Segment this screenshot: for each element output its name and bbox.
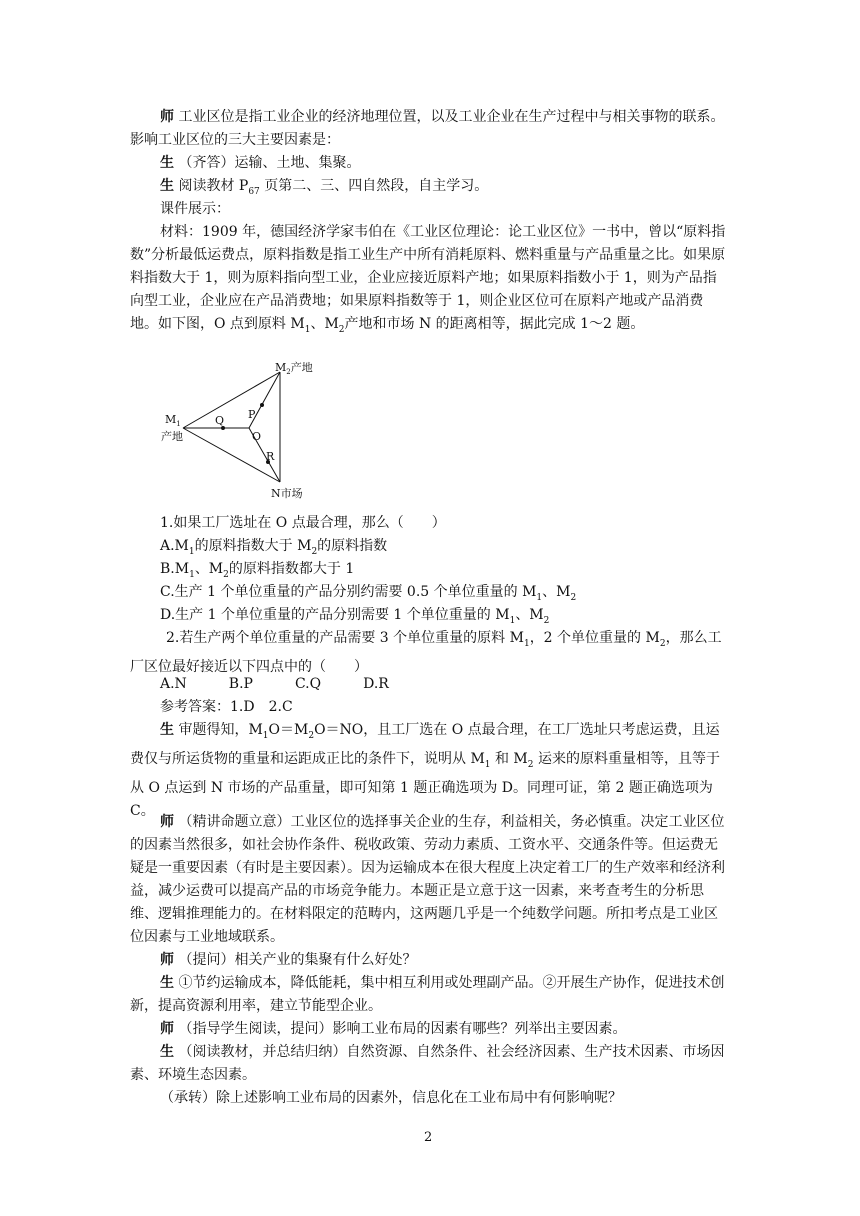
speaker-teacher: 师	[160, 109, 174, 125]
courseware-label: 课件展示：	[160, 201, 230, 217]
question-2: 2.若生产两个单位重量的产品需要 3 个单位重量的原料 $M_1$，2 个单位重量的 $M_2$，那么工厂区位最好接近以下四点中的（ ）	[130, 630, 722, 675]
question-1-option-c: C.生产 1 个单位重量的产品分别约需要 0.5 个单位重量的 $M_1$、$M_2$	[160, 584, 577, 603]
label-o: O	[252, 430, 262, 443]
speaker-teacher: 师	[160, 814, 174, 830]
speaker-teacher: 师	[160, 952, 174, 968]
question-1: 1.如果工厂选址在 O 点最合理，那么（ ）	[160, 515, 446, 531]
label-n-market: N市场	[271, 487, 303, 500]
location-triangle-diagram	[155, 358, 335, 508]
page-number: 2	[424, 1130, 433, 1145]
transition-paragraph: （承转）除上述影响工业布局的因素外，信息化在工业布局中有何影响呢？	[160, 1090, 622, 1106]
teacher-guide-paragraph: 师 （指导学生阅读，提问）影响工业布局的因素有哪些？列举出主要因素。	[160, 1021, 627, 1037]
question-1-option-b: $B.M_1$、$M_2$的原料指数都大于 1	[160, 561, 355, 580]
student-answer-paragraph: 生 （齐答）运输、土地、集聚。	[160, 155, 361, 171]
label-q: Q	[215, 414, 225, 427]
student-reading-paragraph: 生 阅读教材 $P_{67}$ 页第二、三、四自然段，自主学习。	[160, 178, 489, 197]
speaker-student: 生	[160, 975, 174, 991]
label-m1: $M_1$	[165, 413, 181, 428]
student-cluster-paragraph: 生 ①节约运输成本，降低能耗，集中相互利用或处理副产品。②开展生产协作，促进技术创新，提高资源利用率，建立节能型企业。	[130, 975, 725, 1014]
edge-m1-m2	[183, 372, 280, 428]
material-paragraph: 材料：1909 年，德国经济学家韦伯在《工业区位理论：论工业区位》一书中，曾以“原料指数”分析最低运费点，原料指数是指工业生产中所有消耗原料、燃料重量与产品重量之比。如果原料指数大于 1，则为原料指向型工业，企业应接近原料产地；如果原料指数小于 1，则为产品指向型工业，企业应在产品消费地；如果原料指数等于 1，则企业区位可在原料产地或产品消费地。如下图，O 点到原料 $M_1$、$M_2$产地和市场 N 的距离相等，据此完成 1～2 题。	[130, 224, 726, 335]
speaker-teacher: 师	[160, 1021, 174, 1037]
teacher-question-paragraph: 师 （提问）相关产业的集聚有什么好处？	[160, 952, 417, 968]
student-factors-paragraph: 生 （阅读教材，并总结归纳）自然资源、自然条件、社会经济因素、生产技术因素、市场因素、环境生态因素。	[130, 1044, 725, 1083]
speaker-student: 生	[160, 1044, 174, 1060]
label-m1-origin: 产地	[161, 430, 183, 443]
speaker-student: 生	[160, 155, 174, 171]
speaker-student: 生	[160, 722, 174, 738]
teacher-explanation-paragraph: 师 （精讲命题立意）工业区位的选择事关企业的生存，利益相关，务必慎重。决定工业区位的因素当然很多，如社会协作条件、税收政策、劳动力素质、工资水平、交通条件等。但运费无疑是一重要因素（有时是主要因素）。因为运输成本在很大程度上决定着工厂的生产效率和经济利益，减少运费可以提高产品的市场竞争能力。本题正是立意于这一因素，来考查考生的分析思维、逻辑推理能力的。在材料限定的范畴内，这两题几乎是一个纯数学问题。所扣考点是工业区位因素与工业地域联系。	[130, 814, 725, 945]
question-1-option-a: $A.M_1$的原料指数大于 $M_2$的原料指数	[160, 538, 388, 557]
question-1-option-d: D.生产 1 个单位重量的产品分别需要 1 个单位重量的 $M_1$、$M_2$	[160, 607, 550, 626]
reference-answer: 参考答案：1.D 2.C	[160, 699, 293, 715]
student-analysis-paragraph: 生 审题得知，$M_1O=M_2O=NO$，且工厂选在 O 点最合理，在工厂选址只考虑运费，且运费仅与所运货物的重量和运距成正比的条件下，说明从 $M_1$ 和 $M_2$ 运来的原料重量相等，且等于从 O 点运到 N 市场的产品重量，即可知第 1 题正确选项为 D。同理可证，第 2 题正确选项为 C。	[130, 722, 720, 819]
question-2-options: A.N B.P C.Q D.R	[160, 676, 389, 692]
label-r: R	[266, 450, 275, 463]
label-m2: $M_2$产地	[275, 361, 313, 376]
label-p: P	[248, 408, 256, 421]
point-p	[260, 403, 264, 407]
teacher-intro-paragraph: 师 工业区位是指工业企业的经济地理位置，以及工业企业在生产过程中与相关事物的联系。影响工业区位的三大主要因素是：	[130, 109, 725, 148]
speaker-student: 生	[160, 178, 174, 194]
